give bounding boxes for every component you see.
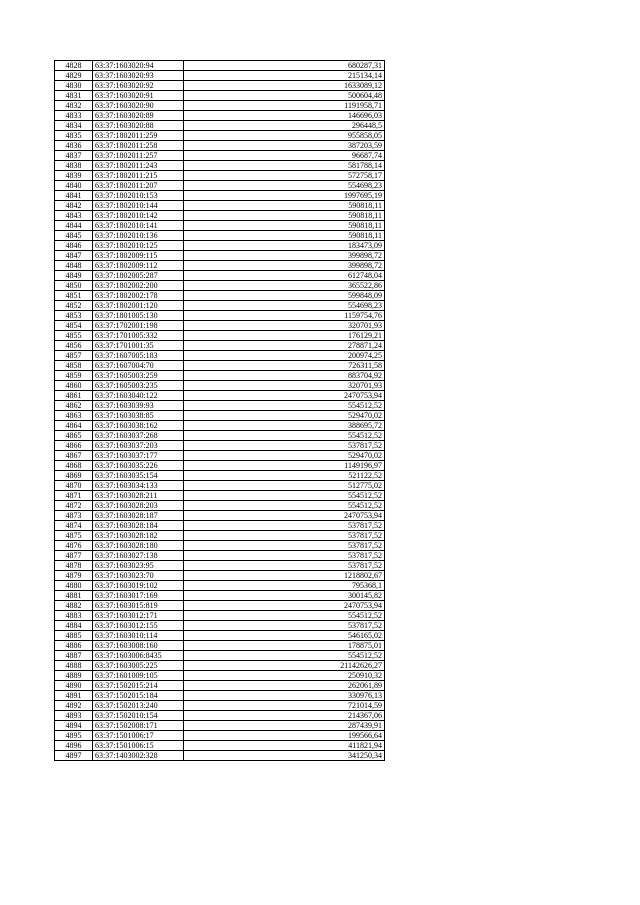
- cadastral-number: 63:37:1801005:130: [93, 311, 184, 321]
- cadastral-number: 63:37:1603028:211: [93, 491, 184, 501]
- cadastral-value: 590818,11: [184, 231, 385, 241]
- table-row: [55, 561, 385, 571]
- row-number: 4873: [55, 511, 93, 521]
- row-number: 4887: [55, 651, 93, 661]
- table-row: [55, 91, 385, 101]
- row-number: 4894: [55, 721, 93, 731]
- table-row: [55, 221, 385, 231]
- cadastral-value: 572758,17: [184, 171, 385, 181]
- row-number: 4880: [55, 581, 93, 591]
- row-number: 4832: [55, 101, 93, 111]
- cadastral-value: 214367,06: [184, 711, 385, 721]
- row-number: 4888: [55, 661, 93, 671]
- cadastral-number: 63:37:1701005:332: [93, 331, 184, 341]
- table-row: [55, 351, 385, 361]
- cadastral-value: 1149196,97: [184, 461, 385, 471]
- cadastral-value: 537817,52: [184, 621, 385, 631]
- table-row: [55, 541, 385, 551]
- table-row: [55, 671, 385, 681]
- table-row: [55, 651, 385, 661]
- table-row: [55, 581, 385, 591]
- row-number: 4834: [55, 121, 93, 131]
- table-row: [55, 371, 385, 381]
- cadastral-number: 63:37:1603039:93: [93, 401, 184, 411]
- table-row: [55, 631, 385, 641]
- table-row: [55, 571, 385, 581]
- row-number: 4863: [55, 411, 93, 421]
- row-number: 4893: [55, 711, 93, 721]
- cadastral-number: 63:37:1802011:207: [93, 181, 184, 191]
- row-number: 4833: [55, 111, 93, 121]
- cadastral-value: 287439,91: [184, 721, 385, 731]
- table-row: [55, 71, 385, 81]
- cadastral-number: 63:37:1603027:138: [93, 551, 184, 561]
- row-number: 4828: [55, 61, 93, 71]
- table-row: [55, 301, 385, 311]
- row-number: 4848: [55, 261, 93, 271]
- row-number: 4867: [55, 451, 93, 461]
- table-row: [55, 731, 385, 741]
- table-row: [55, 391, 385, 401]
- cadastral-value: 883704,92: [184, 371, 385, 381]
- table-row: [55, 471, 385, 481]
- cadastral-value: 2470753,94: [184, 601, 385, 611]
- cadastral-value: 590818,11: [184, 221, 385, 231]
- table-row: [55, 381, 385, 391]
- cadastral-number: 63:37:1603005:225: [93, 661, 184, 671]
- cadastral-number: 63:37:1603020:91: [93, 91, 184, 101]
- cadastral-value: 546165,02: [184, 631, 385, 641]
- cadastral-value: 554512,52: [184, 401, 385, 411]
- row-number: 4853: [55, 311, 93, 321]
- cadastral-number: 63:37:1802001:120: [93, 301, 184, 311]
- cadastral-value: 554512,52: [184, 651, 385, 661]
- table-row: [55, 661, 385, 671]
- cadastral-number: 63:37:1603037:203: [93, 441, 184, 451]
- row-number: 4868: [55, 461, 93, 471]
- cadastral-number: 63:37:1702001:198: [93, 321, 184, 331]
- cadastral-number: 63:37:1603006:8435: [93, 651, 184, 661]
- cadastral-number: 63:37:1502008:171: [93, 721, 184, 731]
- row-number: 4859: [55, 371, 93, 381]
- table-row: [55, 491, 385, 501]
- table-row: [55, 401, 385, 411]
- cadastral-number: 63:37:1802010:125: [93, 241, 184, 251]
- row-number: 4836: [55, 141, 93, 151]
- row-number: 4892: [55, 701, 93, 711]
- table-row: [55, 131, 385, 141]
- row-number: 4875: [55, 531, 93, 541]
- table-row: [55, 241, 385, 251]
- table-row: [55, 611, 385, 621]
- cadastral-value: 612748,04: [184, 271, 385, 281]
- cadastral-number: 63:37:1603028:187: [93, 511, 184, 521]
- cadastral-value: 200974,25: [184, 351, 385, 361]
- row-number: 4860: [55, 381, 93, 391]
- cadastral-number: 63:37:1603017:169: [93, 591, 184, 601]
- cadastral-number: 63:37:1603028:182: [93, 531, 184, 541]
- cadastral-number: 63:37:1605003:259: [93, 371, 184, 381]
- cadastral-number: 63:37:1802011:243: [93, 161, 184, 171]
- cadastral-value: 554698,23: [184, 181, 385, 191]
- cadastral-number: 63:37:1603015:819: [93, 601, 184, 611]
- cadastral-value: 554512,52: [184, 491, 385, 501]
- cadastral-value: 537817,52: [184, 551, 385, 561]
- cadastral-number: 63:37:1502010:154: [93, 711, 184, 721]
- row-number: 4847: [55, 251, 93, 261]
- table-row: [55, 101, 385, 111]
- table-row: [55, 201, 385, 211]
- cadastral-value: 330976,13: [184, 691, 385, 701]
- row-number: 4856: [55, 341, 93, 351]
- cadastral-number: 63:37:1603020:94: [93, 61, 184, 71]
- cadastral-value: 183473,09: [184, 241, 385, 251]
- cadastral-number: 63:37:1603019:102: [93, 581, 184, 591]
- table-row: [55, 361, 385, 371]
- cadastral-value: 590818,11: [184, 211, 385, 221]
- cadastral-value: 2470753,94: [184, 391, 385, 401]
- row-number: 4838: [55, 161, 93, 171]
- cadastral-number: 63:37:1802010:142: [93, 211, 184, 221]
- table-row: [55, 461, 385, 471]
- table-row: [55, 261, 385, 271]
- cadastral-value: 581788,14: [184, 161, 385, 171]
- cadastral-value: 1159754,76: [184, 311, 385, 321]
- row-number: 4889: [55, 671, 93, 681]
- cadastral-value: 278871,24: [184, 341, 385, 351]
- cadastral-number: 63:37:1802011:215: [93, 171, 184, 181]
- cadastral-value: 529470,02: [184, 411, 385, 421]
- table-row: [55, 481, 385, 491]
- table-row: [55, 441, 385, 451]
- cadastral-number: 63:37:1603020:89: [93, 111, 184, 121]
- table-row: [55, 721, 385, 731]
- cadastral-number: 63:37:1605003:235: [93, 381, 184, 391]
- cadastral-number: 63:37:1603034:133: [93, 481, 184, 491]
- row-number: 4843: [55, 211, 93, 221]
- table-row: [55, 591, 385, 601]
- cadastral-value: 500604,48: [184, 91, 385, 101]
- row-number: 4844: [55, 221, 93, 231]
- cadastral-value: 365522,86: [184, 281, 385, 291]
- table-row: [55, 621, 385, 631]
- cadastral-number: 63:37:1607005:183: [93, 351, 184, 361]
- table-row: [55, 501, 385, 511]
- row-number: 4881: [55, 591, 93, 601]
- row-number: 4886: [55, 641, 93, 651]
- row-number: 4830: [55, 81, 93, 91]
- cadastral-number: 63:37:1802011:257: [93, 151, 184, 161]
- table-row: [55, 231, 385, 241]
- cadastral-value: 599848,09: [184, 291, 385, 301]
- row-number: 4865: [55, 431, 93, 441]
- row-number: 4876: [55, 541, 93, 551]
- table-row: [55, 341, 385, 351]
- cadastral-value: 178875,01: [184, 641, 385, 651]
- cadastral-value: 521122,52: [184, 471, 385, 481]
- cadastral-value: 399898,72: [184, 261, 385, 271]
- cadastral-value: 199566,64: [184, 731, 385, 741]
- cadastral-value: 250910,32: [184, 671, 385, 681]
- cadastral-value: 1633089,12: [184, 81, 385, 91]
- cadastral-value: 537817,52: [184, 531, 385, 541]
- table-body: [55, 61, 385, 761]
- table-row: [55, 111, 385, 121]
- table-row: [55, 281, 385, 291]
- cadastral-value: 176129,21: [184, 331, 385, 341]
- cadastral-value: 411821,94: [184, 741, 385, 751]
- cadastral-number: 63:37:1802010:136: [93, 231, 184, 241]
- cadastral-number: 63:37:1502015:214: [93, 681, 184, 691]
- table-row: [55, 331, 385, 341]
- cadastral-number: 63:37:1603020:93: [93, 71, 184, 81]
- row-number: 4861: [55, 391, 93, 401]
- cadastral-value: 21142626,27: [184, 661, 385, 671]
- row-number: 4877: [55, 551, 93, 561]
- cadastral-number: 63:37:1603020:90: [93, 101, 184, 111]
- table-row: [55, 81, 385, 91]
- cadastral-value: 529470,02: [184, 451, 385, 461]
- row-number: 4849: [55, 271, 93, 281]
- row-number: 4851: [55, 291, 93, 301]
- table-row: [55, 431, 385, 441]
- cadastral-number: 63:37:1603038:162: [93, 421, 184, 431]
- row-number: 4883: [55, 611, 93, 621]
- row-number: 4837: [55, 151, 93, 161]
- table-row: [55, 61, 385, 71]
- cadastral-value: 795368,1: [184, 581, 385, 591]
- row-number: 4874: [55, 521, 93, 531]
- cadastral-value: 296448,5: [184, 121, 385, 131]
- cadastral-value: 537817,52: [184, 561, 385, 571]
- row-number: 4857: [55, 351, 93, 361]
- cadastral-number: 63:37:1802010:144: [93, 201, 184, 211]
- table-row: [55, 191, 385, 201]
- table-row: [55, 601, 385, 611]
- table-row: [55, 251, 385, 261]
- cadastral-value: 320701,93: [184, 381, 385, 391]
- cadastral-number: 63:37:1603028:180: [93, 541, 184, 551]
- table-row: [55, 311, 385, 321]
- cadastral-number: 63:37:1802010:141: [93, 221, 184, 231]
- cadastral-value: 512775,02: [184, 481, 385, 491]
- cadastral-number: 63:37:1802011:258: [93, 141, 184, 151]
- cadastral-value: 955858,05: [184, 131, 385, 141]
- cadastral-value: 537817,52: [184, 541, 385, 551]
- cadastral-number: 63:37:1603028:203: [93, 501, 184, 511]
- cadastral-number: 63:37:1802002:200: [93, 281, 184, 291]
- row-number: 4882: [55, 601, 93, 611]
- cadastral-value: 726311,58: [184, 361, 385, 371]
- cadastral-number: 63:37:1603038:85: [93, 411, 184, 421]
- table-row: [55, 521, 385, 531]
- cadastral-value: 1191958,71: [184, 101, 385, 111]
- cadastral-value: 215134,14: [184, 71, 385, 81]
- cadastral-number: 63:37:1802009:115: [93, 251, 184, 261]
- table-row: [55, 551, 385, 561]
- cadastral-value: 399898,72: [184, 251, 385, 261]
- cadastral-number: 63:37:1802010:153: [93, 191, 184, 201]
- table-row: [55, 161, 385, 171]
- table-row: [55, 681, 385, 691]
- row-number: 4850: [55, 281, 93, 291]
- cadastral-number: 63:37:1701001:35: [93, 341, 184, 351]
- cadastral-number: 63:37:1802011:259: [93, 131, 184, 141]
- row-number: 4869: [55, 471, 93, 481]
- table-row: [55, 701, 385, 711]
- cadastral-number: 63:37:1603010:114: [93, 631, 184, 641]
- cadastral-number: 63:37:1603035:226: [93, 461, 184, 471]
- row-number: 4842: [55, 201, 93, 211]
- table-row: [55, 511, 385, 521]
- cadastral-number: 63:37:1603035:154: [93, 471, 184, 481]
- cadastral-value: 262061,89: [184, 681, 385, 691]
- cadastral-number: 63:37:1603020:88: [93, 121, 184, 131]
- cadastral-number: 63:37:1603020:92: [93, 81, 184, 91]
- table-row: [55, 321, 385, 331]
- table-row: [55, 741, 385, 751]
- table-row: [55, 151, 385, 161]
- cadastral-number: 63:37:1802005:287: [93, 271, 184, 281]
- cadastral-value: 388695,72: [184, 421, 385, 431]
- cadastral-value: 554698,23: [184, 301, 385, 311]
- cadastral-value: 721014,59: [184, 701, 385, 711]
- cadastral-number: 63:37:1603012:171: [93, 611, 184, 621]
- cadastral-value: 300145,82: [184, 591, 385, 601]
- cadastral-number: 63:37:1603008:160: [93, 641, 184, 651]
- row-number: 4890: [55, 681, 93, 691]
- cadastral-number: 63:37:1603037:177: [93, 451, 184, 461]
- cadastral-value: 146696,03: [184, 111, 385, 121]
- row-number: 4831: [55, 91, 93, 101]
- cadastral-value: 590818,11: [184, 201, 385, 211]
- row-number: 4862: [55, 401, 93, 411]
- cadastral-number: 63:37:1501006:17: [93, 731, 184, 741]
- cadastral-number: 63:37:1502015:184: [93, 691, 184, 701]
- cadastral-number: 63:37:1603012:155: [93, 621, 184, 631]
- table-row: [55, 291, 385, 301]
- row-number: 4854: [55, 321, 93, 331]
- cadastral-number: 63:37:1603028:184: [93, 521, 184, 531]
- cadastral-number: 63:37:1607004:70: [93, 361, 184, 371]
- row-number: 4866: [55, 441, 93, 451]
- table-row: [55, 421, 385, 431]
- table-row: [55, 171, 385, 181]
- table-row: [55, 531, 385, 541]
- cadastral-number: 63:37:1603023:95: [93, 561, 184, 571]
- cadastral-value: 2470753,94: [184, 511, 385, 521]
- table-row: [55, 271, 385, 281]
- cadastral-value: 1218802,67: [184, 571, 385, 581]
- cadastral-value: 1997695,19: [184, 191, 385, 201]
- row-number: 4846: [55, 241, 93, 251]
- row-number: 4895: [55, 731, 93, 741]
- cadastral-number: 63:37:1603040:122: [93, 391, 184, 401]
- cadastral-number: 63:37:1502013:240: [93, 701, 184, 711]
- row-number: 4835: [55, 131, 93, 141]
- row-number: 4855: [55, 331, 93, 341]
- row-number: 4870: [55, 481, 93, 491]
- cadastral-value: 680287,31: [184, 61, 385, 71]
- cadastral-value: 554512,52: [184, 431, 385, 441]
- cadastral-value: 537817,52: [184, 441, 385, 451]
- cadastral-number: 63:37:1802002:178: [93, 291, 184, 301]
- cadastral-value: 554512,52: [184, 501, 385, 511]
- table-row: [55, 181, 385, 191]
- row-number: 4885: [55, 631, 93, 641]
- table-row: [55, 751, 385, 761]
- cadastral-value: 96687,74: [184, 151, 385, 161]
- row-number: 4884: [55, 621, 93, 631]
- data-table: [54, 60, 385, 761]
- row-number: 4829: [55, 71, 93, 81]
- cadastral-number: 63:37:1802009:112: [93, 261, 184, 271]
- table-row: [55, 451, 385, 461]
- row-number: 4852: [55, 301, 93, 311]
- cadastral-number: 63:37:1603023:70: [93, 571, 184, 581]
- row-number: 4891: [55, 691, 93, 701]
- table-row: [55, 711, 385, 721]
- row-number: 4878: [55, 561, 93, 571]
- cadastral-number: 63:37:1601009:105: [93, 671, 184, 681]
- cadastral-number: 63:37:1603037:268: [93, 431, 184, 441]
- row-number: 4871: [55, 491, 93, 501]
- row-number: 4858: [55, 361, 93, 371]
- row-number: 4845: [55, 231, 93, 241]
- row-number: 4897: [55, 751, 93, 761]
- table-row: [55, 411, 385, 421]
- row-number: 4839: [55, 171, 93, 181]
- cadastral-value: 320701,93: [184, 321, 385, 331]
- table-row: [55, 121, 385, 131]
- table-row: [55, 691, 385, 701]
- cadastral-value: 387203,59: [184, 141, 385, 151]
- cadastral-value: 554512,52: [184, 611, 385, 621]
- table-row: [55, 211, 385, 221]
- table-row: [55, 641, 385, 651]
- cadastral-number: 63:37:1501006:15: [93, 741, 184, 751]
- row-number: 4896: [55, 741, 93, 751]
- cadastral-value: 341250,34: [184, 751, 385, 761]
- cadastral-number: 63:37:1403002:328: [93, 751, 184, 761]
- row-number: 4879: [55, 571, 93, 581]
- row-number: 4872: [55, 501, 93, 511]
- table-row: [55, 141, 385, 151]
- row-number: 4841: [55, 191, 93, 201]
- cadastral-value: 537817,52: [184, 521, 385, 531]
- row-number: 4840: [55, 181, 93, 191]
- row-number: 4864: [55, 421, 93, 431]
